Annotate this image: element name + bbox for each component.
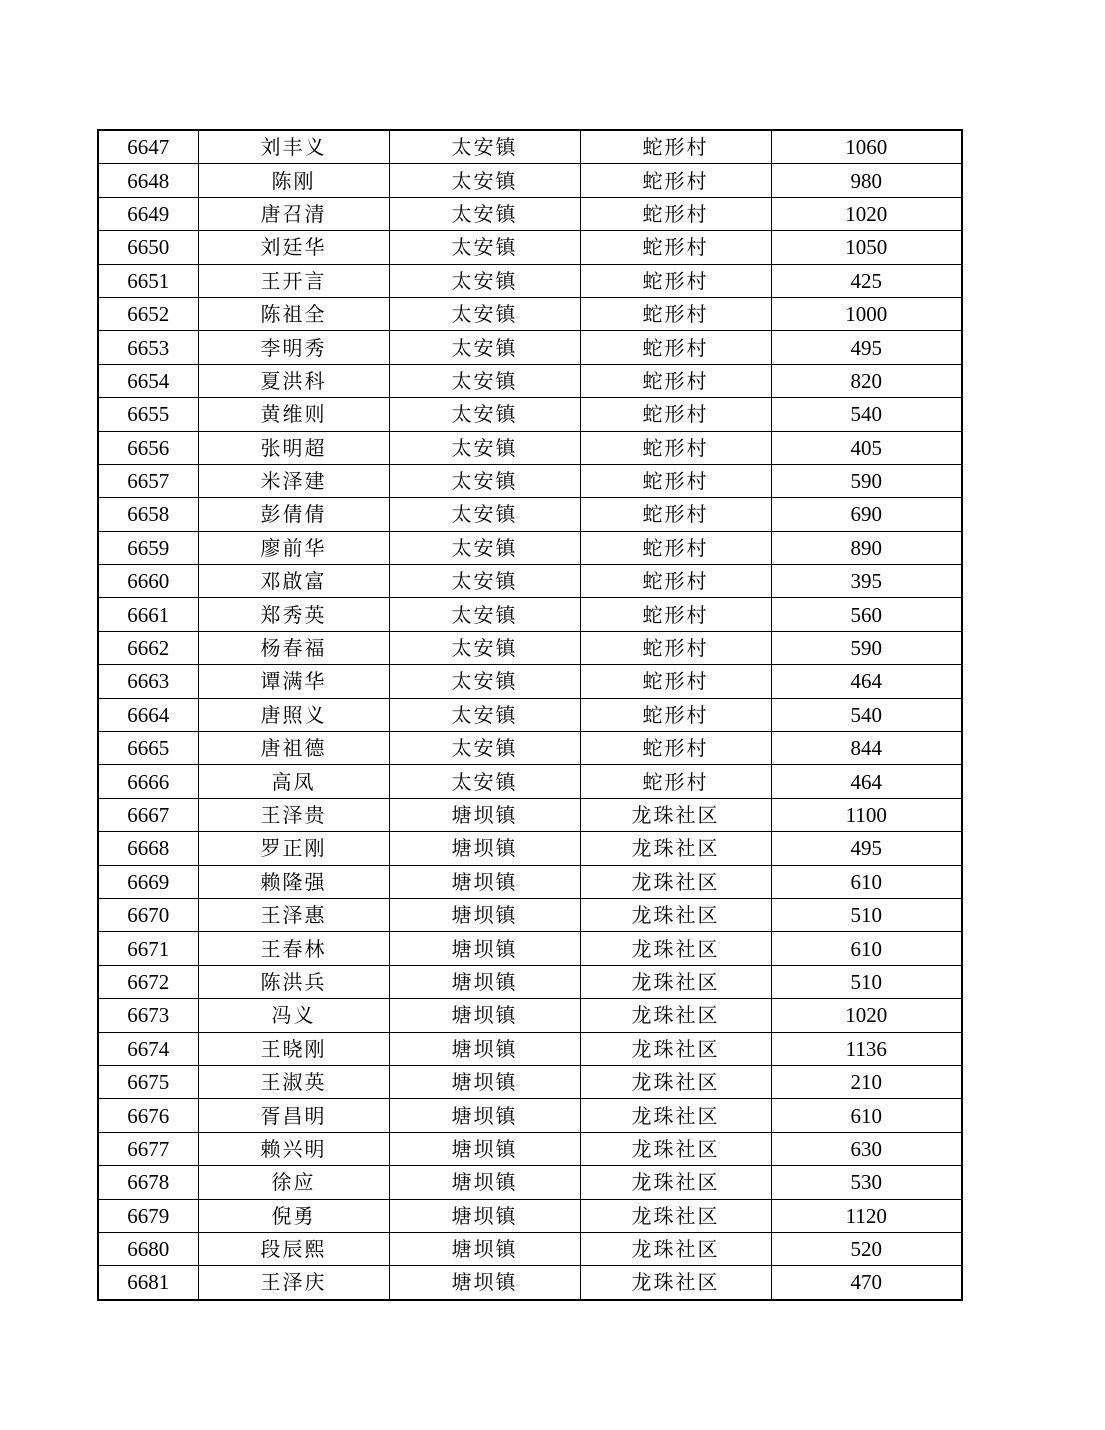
name-cell: 王春林 [198, 932, 389, 965]
table-row [98, 565, 962, 598]
amount-cell: 425 [771, 264, 962, 297]
roster-table-body [98, 130, 962, 1300]
village-cell: 蛇形村 [580, 464, 771, 497]
village-cell: 龙珠社区 [580, 1065, 771, 1098]
village-cell: 蛇形村 [580, 197, 771, 230]
amount-cell: 470 [771, 1266, 962, 1300]
amount-cell: 464 [771, 665, 962, 698]
village-cell: 龙珠社区 [580, 1266, 771, 1300]
village-cell: 蛇形村 [580, 398, 771, 431]
name-cell: 谭满华 [198, 665, 389, 698]
village-cell: 龙珠社区 [580, 1199, 771, 1232]
village-cell: 蛇形村 [580, 231, 771, 264]
table-row [98, 1099, 962, 1132]
name-cell: 王晓刚 [198, 1032, 389, 1065]
amount-cell: 610 [771, 932, 962, 965]
serial-number-cell: 6658 [98, 498, 198, 531]
village-cell: 龙珠社区 [580, 898, 771, 931]
village-cell: 龙珠社区 [580, 1099, 771, 1132]
village-cell: 龙珠社区 [580, 1032, 771, 1065]
village-cell: 蛇形村 [580, 598, 771, 631]
amount-cell: 1100 [771, 798, 962, 831]
serial-number-cell: 6681 [98, 1266, 198, 1300]
amount-cell: 1020 [771, 197, 962, 230]
name-cell: 高凤 [198, 765, 389, 798]
town-cell: 塘坝镇 [389, 865, 580, 898]
town-cell: 塘坝镇 [389, 832, 580, 865]
table-row [98, 1032, 962, 1065]
name-cell: 王开言 [198, 264, 389, 297]
serial-number-cell: 6647 [98, 130, 198, 164]
village-cell: 蛇形村 [580, 364, 771, 397]
amount-cell: 540 [771, 698, 962, 731]
table-row [98, 932, 962, 965]
serial-number-cell: 6650 [98, 231, 198, 264]
amount-cell: 980 [771, 164, 962, 197]
name-cell: 刘丰义 [198, 130, 389, 164]
town-cell: 塘坝镇 [389, 1132, 580, 1165]
serial-number-cell: 6675 [98, 1065, 198, 1098]
town-cell: 太安镇 [389, 164, 580, 197]
table-row [98, 1232, 962, 1265]
roster-table [97, 129, 963, 1301]
village-cell: 蛇形村 [580, 698, 771, 731]
serial-number-cell: 6659 [98, 531, 198, 564]
name-cell: 彭倩倩 [198, 498, 389, 531]
table-row [98, 264, 962, 297]
serial-number-cell: 6670 [98, 898, 198, 931]
town-cell: 塘坝镇 [389, 798, 580, 831]
amount-cell: 510 [771, 898, 962, 931]
village-cell: 龙珠社区 [580, 1232, 771, 1265]
amount-cell: 590 [771, 464, 962, 497]
serial-number-cell: 6673 [98, 999, 198, 1032]
table-row [98, 1266, 962, 1300]
name-cell: 王淑英 [198, 1065, 389, 1098]
name-cell: 唐召清 [198, 197, 389, 230]
amount-cell: 610 [771, 1099, 962, 1132]
village-cell: 蛇形村 [580, 297, 771, 330]
serial-number-cell: 6661 [98, 598, 198, 631]
village-cell: 龙珠社区 [580, 965, 771, 998]
village-cell: 蛇形村 [580, 665, 771, 698]
town-cell: 太安镇 [389, 498, 580, 531]
amount-cell: 1020 [771, 999, 962, 1032]
town-cell: 塘坝镇 [389, 1166, 580, 1199]
serial-number-cell: 6662 [98, 631, 198, 664]
village-cell: 龙珠社区 [580, 932, 771, 965]
name-cell: 陈洪兵 [198, 965, 389, 998]
name-cell: 罗正刚 [198, 832, 389, 865]
table-row [98, 297, 962, 330]
amount-cell: 560 [771, 598, 962, 631]
table-row [98, 231, 962, 264]
village-cell: 蛇形村 [580, 331, 771, 364]
table-row [98, 765, 962, 798]
town-cell: 太安镇 [389, 665, 580, 698]
name-cell: 夏洪科 [198, 364, 389, 397]
name-cell: 赖兴明 [198, 1132, 389, 1165]
amount-cell: 210 [771, 1065, 962, 1098]
table-row [98, 798, 962, 831]
amount-cell: 530 [771, 1166, 962, 1199]
name-cell: 刘廷华 [198, 231, 389, 264]
name-cell: 王泽惠 [198, 898, 389, 931]
town-cell: 塘坝镇 [389, 1065, 580, 1098]
table-row [98, 732, 962, 765]
town-cell: 太安镇 [389, 297, 580, 330]
amount-cell: 630 [771, 1132, 962, 1165]
amount-cell: 1120 [771, 1199, 962, 1232]
name-cell: 冯义 [198, 999, 389, 1032]
serial-number-cell: 6669 [98, 865, 198, 898]
village-cell: 龙珠社区 [580, 798, 771, 831]
amount-cell: 1000 [771, 297, 962, 330]
amount-cell: 405 [771, 431, 962, 464]
town-cell: 塘坝镇 [389, 898, 580, 931]
serial-number-cell: 6666 [98, 765, 198, 798]
name-cell: 郑秀英 [198, 598, 389, 631]
town-cell: 太安镇 [389, 431, 580, 464]
table-row [98, 999, 962, 1032]
table-row [98, 1132, 962, 1165]
serial-number-cell: 6654 [98, 364, 198, 397]
amount-cell: 395 [771, 565, 962, 598]
amount-cell: 520 [771, 1232, 962, 1265]
town-cell: 塘坝镇 [389, 1232, 580, 1265]
serial-number-cell: 6649 [98, 197, 198, 230]
table-row [98, 498, 962, 531]
table-row [98, 832, 962, 865]
amount-cell: 1136 [771, 1032, 962, 1065]
town-cell: 塘坝镇 [389, 1266, 580, 1300]
amount-cell: 495 [771, 832, 962, 865]
town-cell: 太安镇 [389, 765, 580, 798]
town-cell: 太安镇 [389, 732, 580, 765]
serial-number-cell: 6672 [98, 965, 198, 998]
table-row [98, 364, 962, 397]
village-cell: 蛇形村 [580, 498, 771, 531]
name-cell: 张明超 [198, 431, 389, 464]
amount-cell: 820 [771, 364, 962, 397]
serial-number-cell: 6667 [98, 798, 198, 831]
amount-cell: 1060 [771, 130, 962, 164]
table-row [98, 898, 962, 931]
village-cell: 龙珠社区 [580, 1166, 771, 1199]
table-row [98, 665, 962, 698]
table-row [98, 965, 962, 998]
town-cell: 太安镇 [389, 130, 580, 164]
amount-cell: 610 [771, 865, 962, 898]
serial-number-cell: 6674 [98, 1032, 198, 1065]
table-row [98, 164, 962, 197]
village-cell: 龙珠社区 [580, 999, 771, 1032]
table-row [98, 698, 962, 731]
amount-cell: 1050 [771, 231, 962, 264]
village-cell: 龙珠社区 [580, 865, 771, 898]
table-row [98, 331, 962, 364]
table-row [98, 130, 962, 164]
table-row [98, 631, 962, 664]
amount-cell: 890 [771, 531, 962, 564]
name-cell: 唐照义 [198, 698, 389, 731]
serial-number-cell: 6653 [98, 331, 198, 364]
name-cell: 段辰熙 [198, 1232, 389, 1265]
town-cell: 太安镇 [389, 698, 580, 731]
name-cell: 陈刚 [198, 164, 389, 197]
town-cell: 太安镇 [389, 531, 580, 564]
table-row [98, 865, 962, 898]
town-cell: 太安镇 [389, 231, 580, 264]
serial-number-cell: 6668 [98, 832, 198, 865]
serial-number-cell: 6677 [98, 1132, 198, 1165]
town-cell: 塘坝镇 [389, 1199, 580, 1232]
table-row [98, 1199, 962, 1232]
town-cell: 太安镇 [389, 598, 580, 631]
town-cell: 太安镇 [389, 364, 580, 397]
amount-cell: 590 [771, 631, 962, 664]
amount-cell: 495 [771, 331, 962, 364]
town-cell: 塘坝镇 [389, 999, 580, 1032]
village-cell: 蛇形村 [580, 164, 771, 197]
town-cell: 塘坝镇 [389, 1099, 580, 1132]
name-cell: 王泽庆 [198, 1266, 389, 1300]
serial-number-cell: 6655 [98, 398, 198, 431]
amount-cell: 540 [771, 398, 962, 431]
name-cell: 陈祖全 [198, 297, 389, 330]
serial-number-cell: 6648 [98, 164, 198, 197]
serial-number-cell: 6664 [98, 698, 198, 731]
village-cell: 龙珠社区 [580, 832, 771, 865]
name-cell: 米泽建 [198, 464, 389, 497]
serial-number-cell: 6656 [98, 431, 198, 464]
village-cell: 蛇形村 [580, 732, 771, 765]
village-cell: 蛇形村 [580, 431, 771, 464]
amount-cell: 844 [771, 732, 962, 765]
serial-number-cell: 6665 [98, 732, 198, 765]
name-cell: 邓啟富 [198, 565, 389, 598]
name-cell: 徐应 [198, 1166, 389, 1199]
village-cell: 蛇形村 [580, 130, 771, 164]
village-cell: 龙珠社区 [580, 1132, 771, 1165]
town-cell: 塘坝镇 [389, 1032, 580, 1065]
town-cell: 塘坝镇 [389, 932, 580, 965]
village-cell: 蛇形村 [580, 765, 771, 798]
name-cell: 黄维则 [198, 398, 389, 431]
serial-number-cell: 6679 [98, 1199, 198, 1232]
village-cell: 蛇形村 [580, 264, 771, 297]
table-row [98, 1065, 962, 1098]
table-row [98, 197, 962, 230]
town-cell: 太安镇 [389, 631, 580, 664]
serial-number-cell: 6671 [98, 932, 198, 965]
name-cell: 赖隆强 [198, 865, 389, 898]
town-cell: 太安镇 [389, 398, 580, 431]
table-row [98, 431, 962, 464]
serial-number-cell: 6651 [98, 264, 198, 297]
town-cell: 太安镇 [389, 197, 580, 230]
serial-number-cell: 6676 [98, 1099, 198, 1132]
village-cell: 蛇形村 [580, 631, 771, 664]
table-row [98, 531, 962, 564]
town-cell: 太安镇 [389, 565, 580, 598]
town-cell: 太安镇 [389, 464, 580, 497]
name-cell: 唐祖德 [198, 732, 389, 765]
name-cell: 胥昌明 [198, 1099, 389, 1132]
amount-cell: 464 [771, 765, 962, 798]
name-cell: 李明秀 [198, 331, 389, 364]
serial-number-cell: 6678 [98, 1166, 198, 1199]
serial-number-cell: 6663 [98, 665, 198, 698]
serial-number-cell: 6680 [98, 1232, 198, 1265]
table-row [98, 398, 962, 431]
serial-number-cell: 6657 [98, 464, 198, 497]
village-cell: 蛇形村 [580, 531, 771, 564]
table-row [98, 1166, 962, 1199]
name-cell: 廖前华 [198, 531, 389, 564]
town-cell: 太安镇 [389, 331, 580, 364]
name-cell: 倪勇 [198, 1199, 389, 1232]
amount-cell: 690 [771, 498, 962, 531]
amount-cell: 510 [771, 965, 962, 998]
name-cell: 王泽贵 [198, 798, 389, 831]
table-row [98, 598, 962, 631]
name-cell: 杨春福 [198, 631, 389, 664]
table-row [98, 464, 962, 497]
town-cell: 太安镇 [389, 264, 580, 297]
serial-number-cell: 6660 [98, 565, 198, 598]
village-cell: 蛇形村 [580, 565, 771, 598]
serial-number-cell: 6652 [98, 297, 198, 330]
town-cell: 塘坝镇 [389, 965, 580, 998]
